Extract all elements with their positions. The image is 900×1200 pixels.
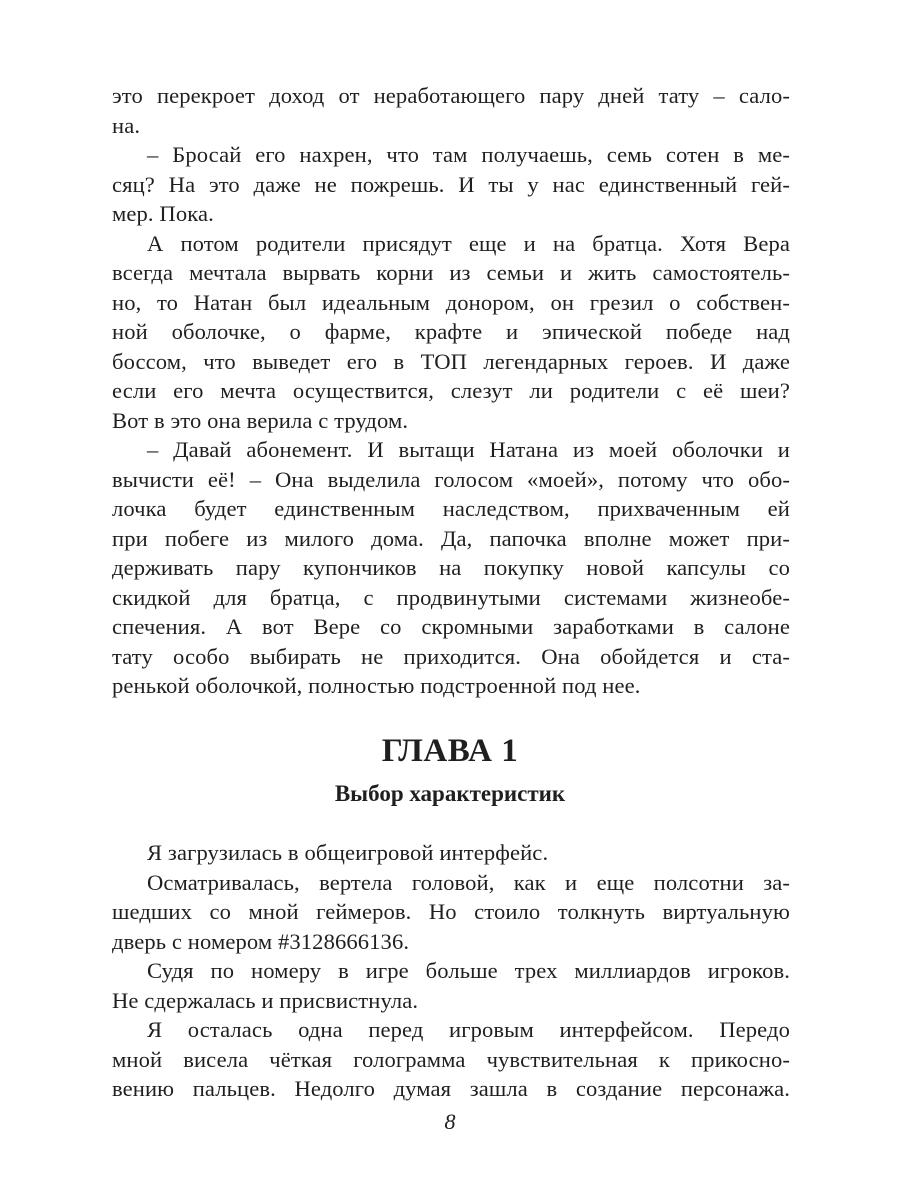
text-line: Я осталась одна перед игровым интерфейсом. Передо bbox=[147, 1017, 790, 1042]
text-line: вычисти её! – Она выделила голосом «моей», потому что обо- bbox=[112, 466, 790, 492]
text-line: мер. Пока. bbox=[112, 201, 214, 226]
text-line: всегда мечтала вырвать корни из семьи и жить самостоятель- bbox=[112, 260, 790, 285]
text-line: лочка будет единственным наследством, прихваченным ей bbox=[112, 496, 790, 521]
page-number: 8 bbox=[444, 1109, 456, 1134]
text-line: скидкой для братца, с продвинутыми системами жизнеобе- bbox=[112, 584, 790, 610]
text-line: Судя по номеру в игре больше трех миллиардов игроков. bbox=[147, 958, 790, 983]
text-line: Не сдержалась и присвистнула. bbox=[112, 987, 419, 1013]
text-line: Осматривалась, вертела головой, как и еще полсотни за- bbox=[147, 869, 790, 895]
chapter-subtitle: Выбор характеристик bbox=[334, 781, 566, 806]
text-line: Вот в это она верила с трудом. bbox=[112, 407, 409, 433]
text-line: сяц? На это даже не пожрешь. И ты у нас единственный гей- bbox=[112, 171, 790, 197]
text-line: вению пальцев. Недолго думая зашла в создание персонажа. bbox=[112, 1076, 790, 1101]
text-line: мной висела чёткая голограмма чувствительная к прикосно- bbox=[112, 1046, 790, 1072]
text-line: если его мечта осуществится, слезут ли родители с её шеи? bbox=[112, 378, 790, 403]
text-line: тату особо выбирать не приходится. Она обойдется и ста- bbox=[112, 643, 790, 669]
chapter-title: ГЛАВА 1 bbox=[381, 733, 519, 769]
text-line: Я загрузилась в общеигровой интерфейс. bbox=[147, 840, 549, 865]
text-block-top bbox=[112, 81, 790, 701]
text-line: – Давай абонемент. И вытащи Натана из моей оболочки и bbox=[147, 437, 790, 462]
text-line: при побеге из милого дома. Да, папочка вполне может при- bbox=[112, 525, 790, 551]
text-line: спечения. А вот Вере со скромными заработками в салоне bbox=[112, 614, 790, 639]
text-line: это перекроет доход от неработающего пару дней тату – сало- bbox=[112, 83, 790, 108]
text-line: шедших со мной геймеров. Но стоило толкнуть виртуальную bbox=[112, 899, 790, 924]
text-line: А потом родители присядут еще и на братца. Хотя Вера bbox=[147, 230, 790, 256]
text-line: на. bbox=[112, 112, 141, 138]
text-line: – Бросай его нахрен, что там получаешь, семь сотен в ме- bbox=[147, 142, 790, 167]
text-line: ной оболочке, о фарме, крафте и эпической победе над bbox=[112, 319, 790, 344]
text-line: дверь с номером #3128666136. bbox=[112, 928, 410, 954]
text-block-bottom bbox=[112, 838, 790, 1104]
text-line: боссом, что выведет его в ТОП легендарных героев. И даже bbox=[112, 348, 790, 374]
text-line: но, то Натан был идеальным донором, он грезил о собствен- bbox=[112, 289, 790, 315]
text-line: ренькой оболочкой, полностью подстроенной под нее. bbox=[112, 673, 641, 698]
text-line: держивать пару купончиков на покупку новой капсулы со bbox=[112, 555, 790, 580]
